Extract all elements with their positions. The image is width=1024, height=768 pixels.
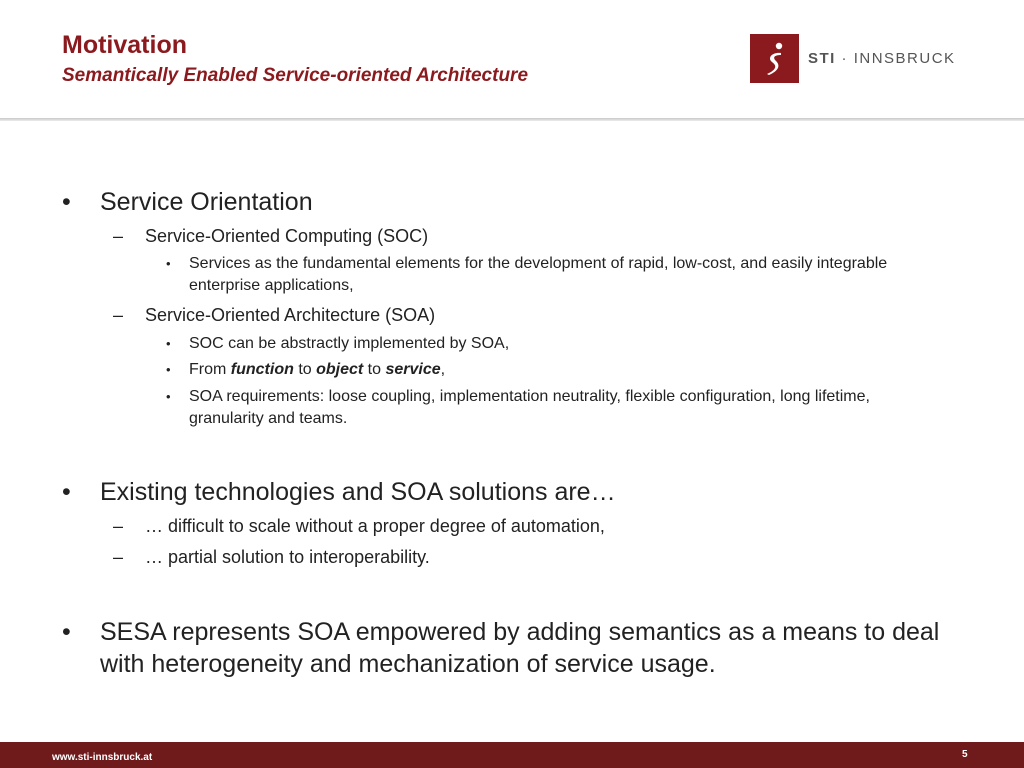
- dash-marker: –: [113, 516, 124, 536]
- bullet-marker: •: [166, 389, 171, 404]
- sub-bullet-text: Service-Oriented Computing (SOC): [145, 226, 429, 246]
- sub-bullet-text: … difficult to scale without a proper degree of automation,: [145, 516, 605, 536]
- sub-sub-bullet-text: Services as the fundamental elements for the development of rapid, low-cost, and easily integrable enterprise applications,: [189, 255, 888, 294]
- logo-city: INNSBRUCK: [853, 50, 956, 67]
- bullet-text: Service Orientation: [100, 188, 313, 216]
- page-number: 5: [962, 749, 968, 760]
- slide-title: Motivation: [62, 31, 187, 59]
- bullet-text: Existing technologies and SOA solutions are…: [100, 478, 616, 506]
- footer-url[interactable]: www.sti-innsbruck.at: [52, 752, 153, 763]
- sub-sub-bullet-text: SOA requirements: loose coupling, implementation neutrality, flexible configuration, long lifetime, granularity and teams.: [189, 388, 870, 427]
- bullet-marker: •: [62, 478, 71, 506]
- sub-sub-bullet-text: SOC can be abstractly implemented by SOA,: [189, 335, 510, 352]
- logo-separator: ·: [835, 50, 854, 67]
- bullet-marker: •: [62, 618, 71, 646]
- slide-subtitle: Semantically Enabled Service-oriented Architecture: [62, 65, 529, 86]
- header-divider: [0, 118, 1024, 121]
- logo-sti: STI: [808, 50, 836, 67]
- sti-logo-icon: [750, 34, 799, 83]
- emphasis-service: service: [385, 361, 441, 378]
- bullet-marker: •: [62, 188, 71, 216]
- bullet-text: SESA represents SOA empowered by adding semantics as a means to deal with heterogeneity and mechanization of service usage.: [100, 618, 940, 678]
- text-to-2: to: [363, 361, 386, 378]
- bullet-marker: •: [166, 256, 171, 271]
- dash-marker: –: [113, 547, 124, 567]
- slide-footer: [0, 742, 1024, 768]
- emphasis-function: function: [230, 361, 294, 378]
- text-from: From: [189, 361, 231, 378]
- emphasis-object: object: [316, 361, 364, 378]
- sub-bullet-text: Service-Oriented Architecture (SOA): [145, 305, 436, 325]
- sub-bullet-text: … partial solution to interoperability.: [145, 547, 430, 567]
- sti-innsbruck-logo: [750, 34, 956, 84]
- dash-marker: –: [113, 305, 124, 325]
- text-comma: ,: [440, 361, 446, 378]
- bullet-marker: •: [166, 362, 171, 377]
- slide-header: [0, 0, 1024, 120]
- dash-marker: –: [113, 226, 124, 246]
- sub-sub-bullet-text: [189, 359, 924, 381]
- logo-wordmark: [808, 50, 956, 67]
- text-to-1: to: [293, 361, 317, 378]
- bullet-marker: •: [166, 336, 171, 351]
